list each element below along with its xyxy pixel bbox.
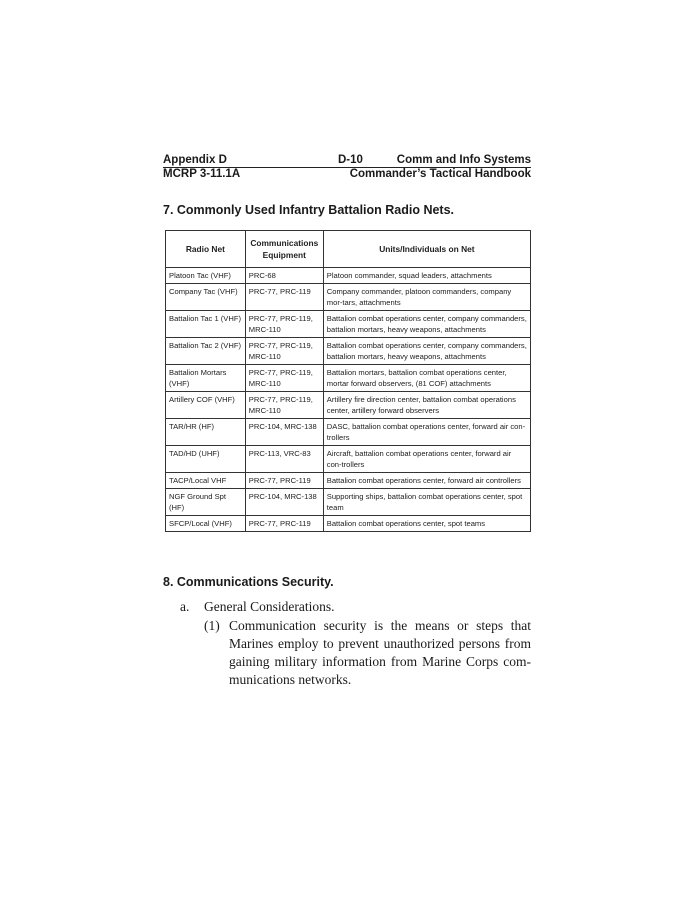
table-row [166, 419, 531, 446]
cell-units: Battalion mortars, battalion combat operations center, mortar forward observers, (81 COF) attachments [323, 365, 530, 392]
cell-equipment: PRC-104, MRC-138 [245, 419, 323, 446]
cell-radio-net: Platoon Tac (VHF) [166, 268, 246, 284]
cell-equipment: PRC-68 [245, 268, 323, 284]
publication-id: MCRP 3-11.1A [163, 168, 241, 180]
cell-radio-net: Company Tac (VHF) [166, 284, 246, 311]
appendix-label: Appendix D [163, 154, 227, 166]
cell-units: Battalion combat operations center, company commanders, battalion mortars, heavy weapons, attachments [323, 311, 530, 338]
cell-units: Supporting ships, battalion combat operations center, spot team [323, 489, 530, 516]
cell-radio-net: Artillery COF (VHF) [166, 392, 246, 419]
cell-units: Battalion combat operations center, forward air controllers [323, 473, 530, 489]
cell-radio-net: Battalion Mortars (VHF) [166, 365, 246, 392]
cell-radio-net: TAD/HD (UHF) [166, 446, 246, 473]
cell-radio-net: Battalion Tac 1 (VHF) [166, 311, 246, 338]
cell-units: Artillery fire direction center, battalion combat operations center, artillery forward observers [323, 392, 530, 419]
section-8-title: 8. Communications Security. [163, 575, 334, 589]
table-row [166, 446, 531, 473]
header-units: Units/Individuals on Net [323, 231, 530, 268]
table-row [166, 489, 531, 516]
chapter-title: Comm and Info Systems [396, 154, 531, 166]
item-a-marker: a. [180, 599, 190, 614]
cell-units: DASC, battalion combat operations center, forward air con-trollers [323, 419, 530, 446]
table-row [166, 392, 531, 419]
cell-equipment: PRC-77, PRC-119, MRC-110 [245, 365, 323, 392]
table-row [166, 365, 531, 392]
cell-equipment: PRC-77, PRC-119, MRC-110 [245, 311, 323, 338]
running-header-top [163, 153, 531, 168]
cell-radio-net: NGF Ground Spt (HF) [166, 489, 246, 516]
item-1-paragraph: Communication security is the means or steps that Marines employ to prevent unauthorized persons from gaining military information from Marine Corps com-munications networks. [229, 618, 531, 687]
cell-equipment: PRC-77, PRC-119 [245, 473, 323, 489]
header-equipment [245, 231, 323, 268]
cell-equipment: PRC-77, PRC-119 [245, 516, 323, 532]
cell-radio-net: SFCP/Local (VHF) [166, 516, 246, 532]
table-row [166, 284, 531, 311]
item-1-marker: (1) [204, 618, 220, 633]
cell-units: Aircraft, battalion combat operations center, forward air con-trollers [323, 446, 530, 473]
cell-radio-net: TAR/HR (HF) [166, 419, 246, 446]
header-radio-net: Radio Net [166, 231, 246, 268]
cell-equipment: PRC-113, VRC-83 [245, 446, 323, 473]
cell-units: Battalion combat operations center, spot teams [323, 516, 530, 532]
table-row [166, 311, 531, 338]
table-row [166, 473, 531, 489]
cell-units: Company commander, platoon commanders, company mor-tars, attachments [323, 284, 530, 311]
cell-units: Platoon commander, squad leaders, attachments [323, 268, 530, 284]
header-equipment-line2: Equipment [262, 250, 306, 260]
cell-radio-net: TACP/Local VHF [166, 473, 246, 489]
cell-equipment: PRC-77, PRC-119 [245, 284, 323, 311]
item-a-heading: General Considerations. [204, 599, 335, 614]
running-header-bottom [163, 167, 531, 181]
section-7-title: 7. Commonly Used Infantry Battalion Radio Nets. [163, 203, 455, 217]
table-row [166, 338, 531, 365]
cell-equipment: PRC-77, PRC-119, MRC-110 [245, 338, 323, 365]
table-header-row [166, 231, 531, 268]
cell-equipment: PRC-77, PRC-119, MRC-110 [245, 392, 323, 419]
table-row [166, 268, 531, 284]
cell-radio-net: Battalion Tac 2 (VHF) [166, 338, 246, 365]
radio-nets-table [165, 230, 531, 532]
cell-equipment: PRC-104, MRC-138 [245, 489, 323, 516]
page-number: D-10 [338, 154, 363, 166]
table-row [166, 516, 531, 532]
cell-units: Battalion combat operations center, company commanders, battalion mortars, heavy weapons, attachments [323, 338, 530, 365]
header-equipment-line1: Communications [250, 238, 319, 248]
publication-title: Commander’s Tactical Handbook [349, 168, 531, 180]
